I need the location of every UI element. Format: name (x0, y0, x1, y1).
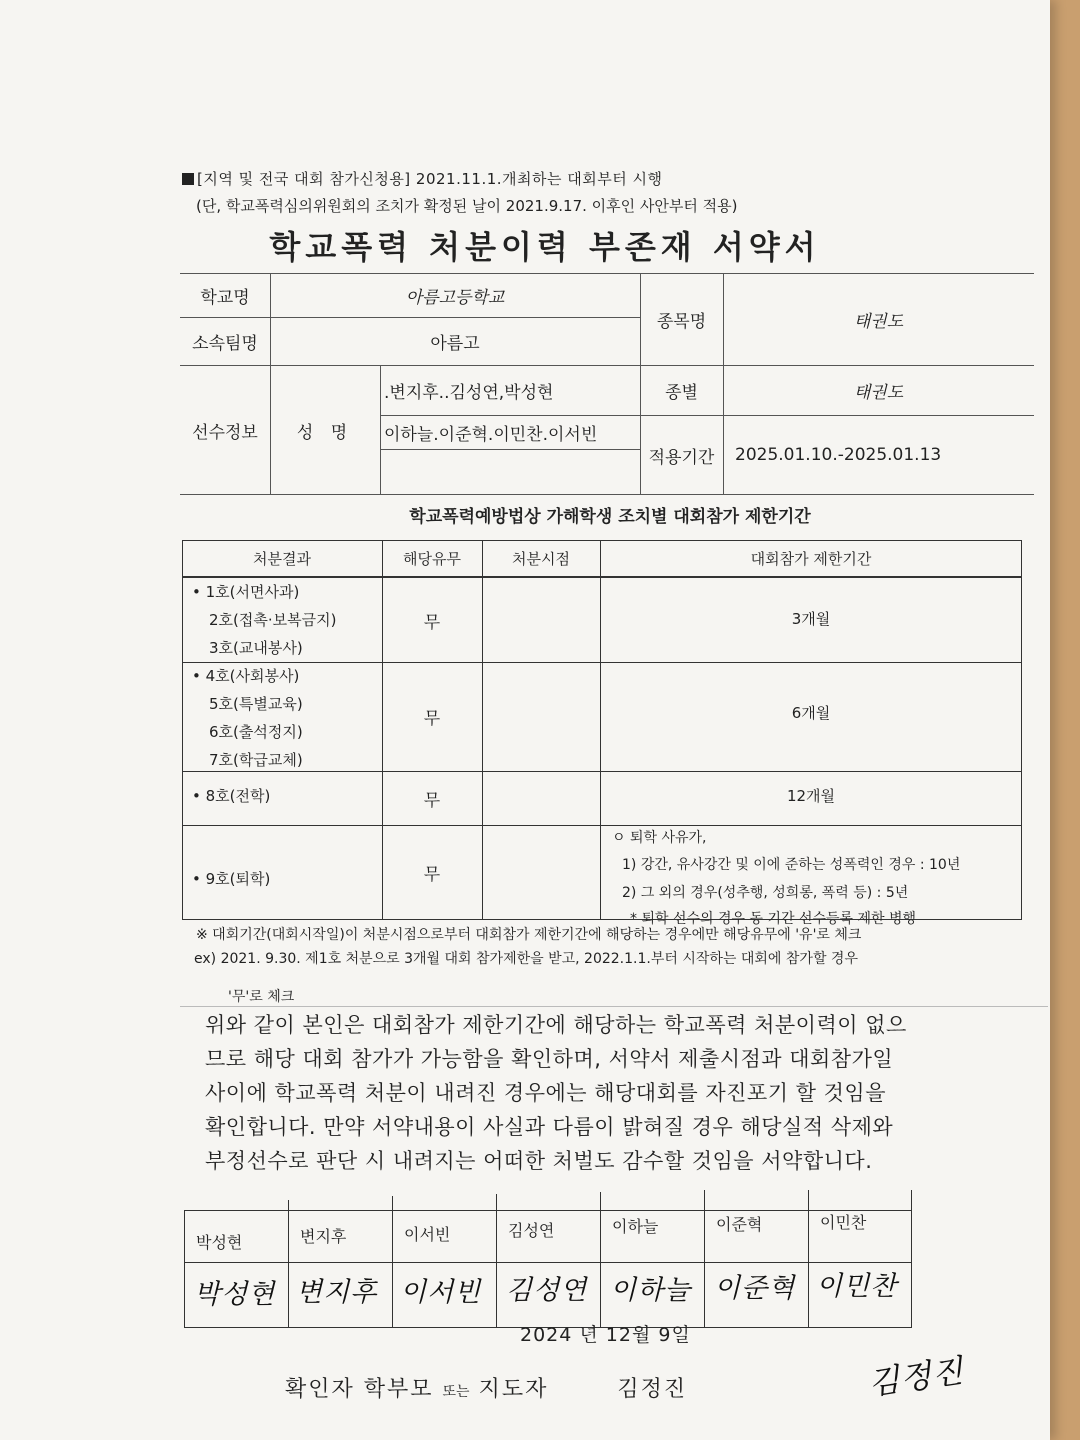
team-label: 소속팀명 (192, 333, 258, 354)
table-row (192, 865, 382, 893)
note-line-3: '무'로 체크 (228, 989, 295, 1005)
restriction-table (182, 540, 1022, 927)
row-item: 2호(접촉·보복금지) (209, 611, 337, 629)
detail-line: ㅇ 퇴학 사유가, (612, 830, 707, 846)
info-table (180, 273, 1034, 495)
row-item: 5호(특별교육) (209, 695, 303, 713)
square-bullet-icon (182, 173, 194, 185)
header-line-1: [지역 및 전국 대회 참가신청용] 2021.11.1.개최하는 대회부터 시행 (182, 168, 662, 189)
category-value: 태권도 (853, 382, 904, 403)
signer-name: 변지후 (300, 1227, 347, 1246)
handwritten-signature: 변지후 (296, 1277, 378, 1308)
applicable-value: 무 (423, 864, 441, 885)
document-title: 학교폭력 처분이력 부존재 서약서 (269, 228, 821, 266)
pledge-line: 므로 해당 대회 참가가 가능함을 확인하며, 서약서 제출시점과 대회참가일 (205, 1047, 894, 1071)
handwritten-signature: 이서빈 (400, 1277, 482, 1308)
applicable-value: 무 (423, 612, 441, 633)
handwritten-signature: 이준혁 (714, 1273, 796, 1304)
pledge-line: 확인합니다. 만약 서약내용이 사실과 다름이 밝혀질 경우 해당실적 삭제와 (205, 1115, 894, 1139)
table-row (192, 662, 382, 774)
confirmer-name: 김정진 (617, 1377, 688, 1402)
detail-line: * 퇴학 선수의 경우 동 기간 선수등록 제한 병행 (630, 911, 917, 927)
category-label: 종별 (665, 382, 698, 403)
detail-line: 1) 강간, 유사강간 및 이에 준하는 성폭력인 경우 : 10년 (622, 857, 961, 873)
name-label: 성 명 (296, 422, 354, 443)
confirmer-or: 또는 (442, 1384, 470, 1400)
restriction-period-value: 6개월 (791, 703, 831, 722)
header-disposition: 처분결과 (253, 549, 311, 568)
restriction-period-value: 12개월 (786, 786, 836, 805)
row-item: • 4호(사회봉사) (192, 667, 300, 685)
confirmer-line (285, 1372, 687, 1403)
period-value: 2025.01.10.-2025.01.13 (735, 445, 942, 465)
note-line-2: ex) 2021. 9.30. 제1호 처분으로 3개월 대회 참가제한을 받고, 2022.1.1.부터 시작하는 대회에 참가할 경우 (194, 951, 858, 967)
divider (180, 1006, 1048, 1007)
header-applicable: 해당유무 (403, 549, 461, 568)
row-item: • 8호(전학) (192, 787, 271, 805)
row-item: 3호(교내봉사) (209, 639, 303, 657)
handwritten-signature: 김성연 (506, 1275, 588, 1306)
sport-value: 태권도 (853, 311, 904, 332)
player-info-label: 선수정보 (192, 422, 258, 443)
table-row (192, 578, 382, 662)
signer-name: 박성현 (196, 1233, 243, 1252)
restriction-period-value: 3개월 (791, 609, 831, 628)
team-value: 아름고 (430, 333, 480, 354)
handwritten-signature: 이민찬 (816, 1271, 898, 1302)
period-label: 적용기간 (648, 447, 715, 468)
confirmer-role: 지도자 (478, 1377, 549, 1402)
signature-table (184, 1190, 912, 1328)
expulsion-period-details (612, 825, 1022, 931)
header-restriction-period: 대회참가 제한기간 (750, 549, 872, 568)
signer-name: 이하늘 (612, 1217, 659, 1236)
pledge-line: 부정선수로 판단 시 내려지는 어떠한 처벌도 감수할 것임을 서약합니다. (205, 1149, 873, 1173)
school-label: 학교명 (200, 287, 250, 308)
header-disposition-date: 처분시점 (512, 549, 570, 568)
handwritten-signature: 박성현 (194, 1279, 276, 1310)
header-line-2: (단, 학교폭력심의위원회의 조치가 확정된 날이 2021.9.17. 이후인 사안부터 적용) (196, 197, 738, 215)
row-item: 6호(출석정지) (209, 723, 303, 741)
applicable-value: 무 (423, 709, 441, 729)
signer-name: 김성연 (508, 1221, 555, 1240)
pledge-line: 위와 같이 본인은 대회참가 제한기간에 해당하는 학교폭력 처분이력이 없으 (205, 1013, 907, 1037)
table-row (192, 782, 382, 810)
applicable-value: 무 (423, 790, 441, 811)
signer-name: 이민찬 (820, 1213, 867, 1232)
signing-date: 2024 년 12월 9일 (520, 1324, 691, 1346)
signer-name: 이준혁 (716, 1215, 763, 1234)
restriction-subtitle: 학교폭력예방법상 가해학생 조치별 대회참가 제한기간 (409, 507, 811, 527)
confirmer-prefix: 확인자 학부모 (285, 1377, 434, 1402)
detail-line: 2) 그 외의 경우(성추행, 성희롱, 폭력 등) : 5년 (622, 885, 909, 901)
school-value: 아름고등학교 (405, 287, 505, 308)
note-line-1: ※ 대회기간(대회시작일)이 처분시점으로부터 대회참가 제한기간에 해당하는 경우에만 해당유무에 '유'로 체크 (196, 927, 862, 943)
row-item: • 1호(서면사과) (192, 583, 300, 601)
confirmer-signature: 김정진 (866, 1351, 967, 1403)
row-item: • 9호(퇴학) (192, 870, 271, 888)
pledge-text (205, 1008, 1035, 1178)
pledge-line: 사이에 학교폭력 처분이 내려진 경우에는 해당대회를 자진포기 할 것임을 (205, 1081, 886, 1105)
handwritten-signature: 이하늘 (610, 1275, 692, 1306)
player-names-line-2: 이하늘.이준혁.이민찬.이서빈 (384, 424, 598, 445)
player-names-line-1: .변지후..김성연,박성현 (384, 382, 554, 403)
signer-name: 이서빈 (404, 1225, 451, 1244)
sport-label: 종목명 (656, 311, 707, 332)
row-item: 7호(학급교체) (209, 751, 303, 769)
